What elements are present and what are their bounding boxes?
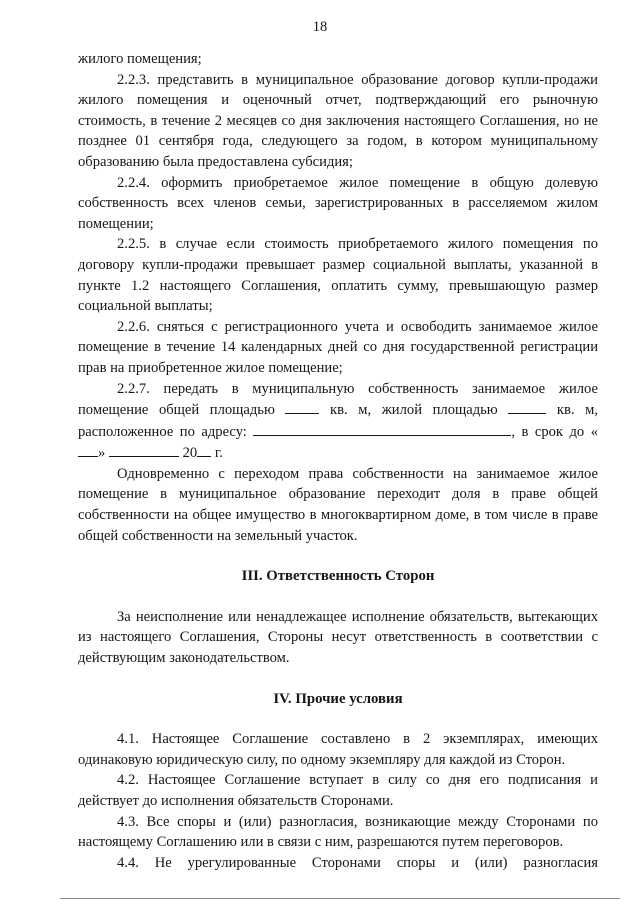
clause-2-2-7-part-6: 20 (182, 445, 198, 462)
clause-2-2-7-part-1: 2.2.7. передать в муниципальную собственность занимаемое жилое помещение общей площадью (78, 380, 598, 419)
day-blank (78, 442, 98, 457)
section-3-text: За неисполнение или ненадлежащее исполнение обязательств, вытекающих из настоящего Соглашения, Стороны несут ответственность в соответствии с действующим законодательством. (78, 608, 598, 667)
clause-2-2-7-part-2: кв. м, жилой площадью (330, 402, 498, 419)
clause-2-2-4: 2.2.4. оформить приобретаемое жилое помещение в общую долевую собственность всех членов семьи, зарегистрированных в расселяемом жилом помещении; (78, 174, 598, 232)
page-bottom-edge (60, 898, 620, 899)
section-4-heading: IV. Прочие условия (273, 690, 403, 707)
clause-4-1: 4.1. Настоящее Соглашение составлено в 2 экземплярах, имеющих одинаковую юридическую силу, по одному экземпляру для каждой из Сторон. (78, 731, 598, 768)
clause-4-3: 4.3. Все споры и (или) разногласия, возникающие между Сторонами по настоящему Соглашению или в связи с ним, разрешаются путем переговоров. (78, 813, 598, 851)
page-number: 18 (312, 19, 328, 35)
clause-4-2: 4.2. Настоящее Соглашение вступает в силу со дня его подписания и действует до исполнения обязательств Сторонами. (78, 772, 598, 809)
clause-2-2-7-part-5: » (98, 445, 106, 462)
address-blank (253, 421, 511, 436)
clause-4-4: 4.4. Не урегулированные Сторонами споры и (или) разногласия (117, 854, 598, 871)
total-area-blank (285, 399, 319, 414)
clause-2-2-6: 2.2.6. сняться с регистрационного учета и освободить занимаемое жилое помещение в течение 14 календарных дней со дня государственной регистрации прав на приобретенное жилое помещение; (78, 318, 598, 376)
section-3-heading: III. Ответственность Сторон (241, 568, 435, 585)
living-area-blank (508, 399, 546, 414)
clause-2-2-5: 2.2.5. в случае если стоимость приобретаемого жилого помещения по договору купли-продажи превышает размер социальной выплаты, указанной в пункте 1.2 настоящего Соглашения, оплатить сумму, превышающую размер социальной выплаты; (78, 236, 598, 315)
ownership-transfer-paragraph: Одновременно с переходом права собственности на занимаемое жилое помещение в муниципальное образование переходит доля в праве общей собственности на общее имущество в многоквартирном доме, в том числе в праве общей собственности на земельный участок. (78, 465, 598, 544)
clause-2-2-7-part-4: , в срок до « (511, 423, 598, 440)
year-blank (197, 442, 211, 457)
month-blank (109, 442, 179, 457)
paragraph-continuation: жилого помещения; (78, 51, 202, 67)
clause-2-2-7-part-7: г. (214, 445, 223, 462)
document-body (78, 49, 598, 873)
clause-2-2-7 (78, 379, 598, 464)
clause-2-2-7-part-3: кв. м, расположенное по адресу: (78, 402, 598, 440)
clause-2-2-3: 2.2.3. представить в муниципальное образование договор купли-продажи жилого помещения и оценочный отчет, подтверждающий его рыночную стоимость, в течение 2 месяцев со дня заключения настоящего Соглашения, но не позднее 01 сентября года, следующего за годом, в котором муниципальному образованию была предоставлена субсидия; (78, 71, 598, 170)
